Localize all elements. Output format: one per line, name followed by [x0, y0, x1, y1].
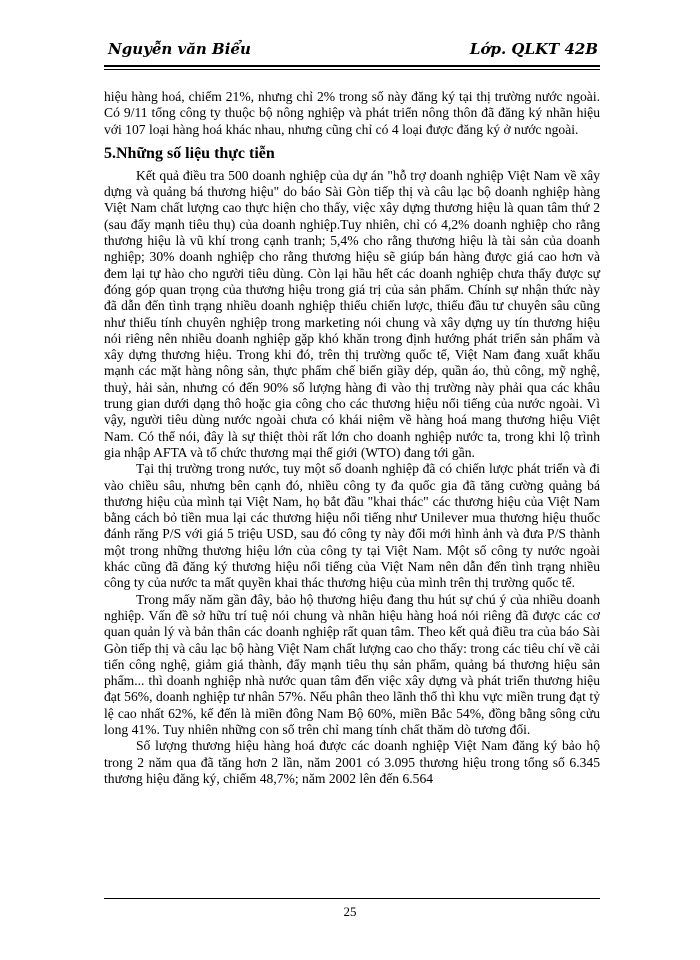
section-heading: 5.Những số liệu thực tiễn	[104, 144, 275, 162]
footer-rule	[104, 898, 600, 899]
header-rule-thick	[104, 65, 600, 67]
document-body	[104, 89, 600, 787]
page-header	[108, 38, 598, 62]
paragraph-4: Số lượng thương hiệu hàng hoá được các doanh nghiệp Việt Nam đăng ký bảo hộ trong 2 năm qua đã tăng hơn 2 lần, năm 2001 có 3.095 thương hiệu trong tổng số 6.345 thương hiệu đăng ký, chiếm 48,7%; năm 2002 lên đến 6.564	[104, 738, 600, 786]
header-class-label: Lớp. QLKT 42B	[469, 40, 598, 58]
paragraph-2: Tại thị trường trong nước, tuy một số doanh nghiệp đã có chiến lược phát triển và đi vào chiều sâu, nhưng bên cạnh đó, nhiều công ty đa quốc gia đã tăng cường quảng bá thương hiệu của mình tại Việt Nam, họ bắt đầu "khai thác" các thương hiệu của Việt Nam bằng cách bỏ tiền mua lại các thương hiệu nổi tiếng như Unilever mua thương hiệu thuốc đánh răng P/S với giá 5 triệu USD, sau đó công ty này đổi mới hình ảnh và đưa P/S thành một trong những thương hiệu lớn của công ty tại Việt Nam. Một số công ty nước ngoài khác cũng đã đăng ký thương hiệu nổi tiếng của Việt Nam nên dẫn đến tình trạng nhiều công ty của nước ta mất quyền khai thác thương hiệu của mình trên thị trường quốc tế.	[104, 461, 600, 591]
header-rule-thin	[104, 69, 600, 70]
paragraph-1: Kết quả điều tra 500 doanh nghiệp của dự án "hỗ trợ doanh nghiệp Việt Nam về xây dựng và quảng bá thương hiệu" do báo Sài Gòn tiếp thị và câu lạc bộ doanh nghiệp hàng Việt Nam chất lượng cao thực hiện cho thấy, việc xây dựng thương hiệu là quan tâm thứ 2 (sau đẩy mạnh tiêu thụ) của doanh nghiệp.Tuy nhiên, chỉ có 4,2% doanh nghiệp cho rằng thương hiệu là vũ khí trong cạnh tranh; 5,4% cho rằng thương hiệu là tài sản của doanh nghiệp; 30% doanh nghiệp cho rằng thương hiệu sẽ giúp bán hàng được giá cao hơn và đem lại tự hào cho người tiêu dùng. Còn lại hầu hết các doanh nghiệp chưa thấy được sự đóng góp quan trọng của thương hiệu trong giá trị của sản phẩm. Chính sự nhận thức này đã dẫn đến tình trạng nhiều doanh nghiệp thiếu chiến lược, thiếu đầu tư chuyên sâu cũng như thiếu tính chuyên nghiệp trong marketing nói chung và xây dựng uy tín thương hiệu nói riêng nên nhiều doanh nghiệp gặp khó khăn trong định hướng phát triển sản phẩm và xây dựng thương hiệu. Trong khi đó, trên thị trường quốc tế, Việt Nam đang xuất khẩu mạnh các mặt hàng nông sản, thực phẩm chế biến giầy dép, quần áo, thủ công, mỹ nghệ, thuỷ, hải sản, nhưng có đến 90% số lượng hàng đi vào thị trường này phải qua các khâu trung gian dưới dạng thô hoặc gia công cho các thương hiệu nổi tiếng của nước ngoài. Vì vậy, người tiêu dùng nước ngoài chưa có khái niệm về hàng hoá mang thương hiệu Việt Nam. Có thể nói, đây là sự thiệt thòi rất lớn cho doanh nghiệp nước ta, trong khi lộ trình gia nhập AFTA và tổ chức thương mại thế giới (WTO) đang tới gần.	[104, 167, 600, 460]
paragraph-3: Trong mấy năm gần đây, bảo hộ thương hiệu đang thu hút sự chú ý của nhiều doanh nghiệp. Vấn đề sở hữu trí tuệ nói chung và nhãn hiệu hàng hoá nói riêng đã được các cơ quan quản lý và bản thân các doanh nghiệp rất quan tâm. Theo kết quả điều tra của báo Sài Gòn tiếp thị và câu lạc bộ hàng Việt Nam chất lượng cao cho thấy: trong các tiêu chí về cải tiến công nghệ, giảm giá thành, đẩy mạnh tiêu thụ sản phẩm, quảng bá thương hiệu sản phẩm... thì doanh nghiệp nhà nước quan tâm đến việc xây dựng và phát triển thương hiệu đạt 56%, doanh nghiệp tư nhân 57%. Nếu phân theo lãnh thổ thì khu vực miền trung đạt tỷ lệ cao nhất 62%, kế đến là miền đông Nam Bộ 60%, miền Bắc 54%, đồng bằng sông cửu long 41%. Tuy nhiên những con số trên chỉ mang tính chất thăm dò tương đối.	[104, 591, 600, 737]
page-number: 25	[343, 904, 357, 919]
header-author: Nguyễn văn Biểu	[108, 40, 251, 58]
paragraph-intro: hiệu hàng hoá, chiếm 21%, nhưng chỉ 2% trong số này đăng ký tại thị trường nước ngoài. Có 9/11 tổng công ty thuộc bộ nông nghiệp và phát triển nông thôn đã đăng ký nhãn hiệu với 107 loại hàng hoá khác nhau, nhưng cũng chỉ có 4 loại được đăng ký ở nước ngoài.	[104, 89, 600, 137]
